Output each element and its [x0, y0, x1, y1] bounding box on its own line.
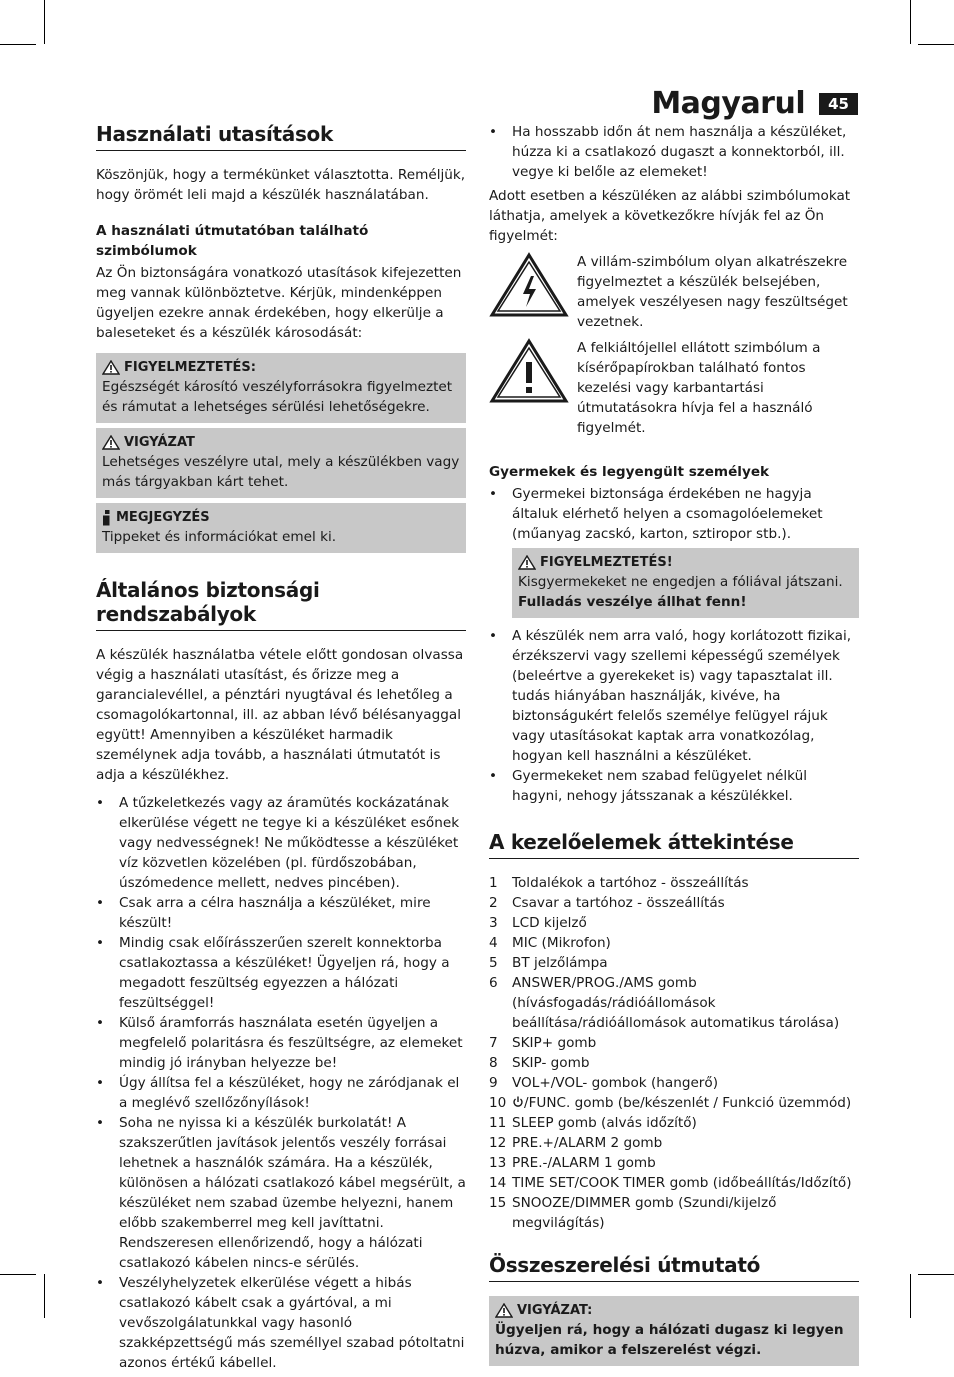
- notice-note: [96, 503, 466, 553]
- list-item: 7 SKIP+ gomb: [489, 1035, 597, 1051]
- list-item: 9 VOL+/VOL- gombok (hangerő): [489, 1075, 719, 1091]
- lightning-symbol-row: [489, 252, 859, 332]
- warning-triangle-icon: [102, 435, 120, 450]
- list-item: • Ha hosszabb időn át nem használja a készüléket, húzza ki a csatlakozó dugaszt a konnektorból, ill. vegye ki belőle az elemeket!: [489, 122, 859, 182]
- page-number: 45: [819, 93, 858, 115]
- warning-triangle-icon: [518, 555, 536, 570]
- symbols-intro: Adott esetben a készüléken az alábbi szimbólumokat láthatja, amelyek a következőkre hívják fel az Ön figyelmét:: [489, 188, 851, 244]
- heading-assembly: Összeszerelési útmutató: [489, 1253, 859, 1282]
- power-icon: [512, 1096, 524, 1108]
- lightning-warning-icon: [489, 252, 569, 318]
- crop-mark: [910, 0, 911, 44]
- crop-mark: [44, 1274, 45, 1318]
- notice-assembly-caution: [489, 1296, 859, 1366]
- heading-symbols: A használati útmutatóban található szimbólumok: [96, 223, 369, 259]
- symbols-text: Az Ön biztonságára vonatkozó utasítások kifejezetten meg vannak különböztetve. Kérjük, mindenképpen ügyeljen ezekre annak érdekében, hogy elkerülje a baleseteket és a készülék károsodását:: [96, 265, 462, 341]
- crop-mark: [918, 44, 954, 45]
- list-item: • Külső áramforrás használata esetén ügyeljen a megfelelő polaritásra és feszültségre, az elemeket mindig jó irányban helyezze be!: [96, 1013, 466, 1073]
- list-item: 15 SNOOZE/DIMMER gomb (Szundi/kijelző megvilágítás): [489, 1195, 777, 1231]
- notice-note-title: MEGJEGYZÉS: [116, 510, 210, 525]
- warning-triangle-icon: [102, 360, 120, 375]
- list-item: 2 Csavar a tartóhoz - összeállítás: [489, 895, 725, 911]
- exclamation-warning-icon: [489, 338, 569, 404]
- heading-safety: Általános biztonsági rendszabályok: [96, 578, 466, 631]
- list-item: • A tűzkeletkezés vagy az áramütés kockázatának elkerülése végett ne tegye ki a készüléket esőnek vagy nedvességnek! Ne működtesse a készüléket víz közvetlen közelében (pl. fürdőszobában, úszómedence mellett, nedves pincében).: [96, 793, 466, 893]
- notice-assembly-body: Ügyeljen rá, hogy a hálózati dugasz ki legyen húzva, amikor a felszerelést végzi.: [495, 1322, 844, 1358]
- list-item: 12 PRE.+/ALARM 2 gomb: [489, 1135, 663, 1151]
- list-item: 6 ANSWER/PROG./AMS gomb (hívásfogadás/rádióállomások beállítása/rádióállomások automatikus tárolása): [489, 975, 840, 1031]
- notice-warning: [96, 353, 466, 423]
- list-item: • Gyermekei biztonsága érdekében ne hagyja általuk elérhető helyen a csomagolóelemeket (műanyag zacskó, karton, sztiropor stb.).: [489, 484, 859, 544]
- crop-mark: [0, 1274, 36, 1275]
- page-header: [651, 86, 858, 121]
- list-item: 11 SLEEP gomb (alvás időzítő): [489, 1115, 697, 1131]
- notice-children-body: Kisgyermekeket ne engedjen a fóliával játszani.: [518, 574, 843, 590]
- crop-mark: [918, 1274, 954, 1275]
- list-item: 10 /FUNC. gomb (be/készenlét / Funkció üzemmód): [489, 1095, 852, 1111]
- exclaim-symbol-row: [489, 338, 859, 438]
- safety-bullet-list: [96, 793, 466, 1373]
- list-item: • Úgy állítsa fel a készüléket, hogy ne záródjanak el a meglévő szellőzőnyílások!: [96, 1073, 466, 1113]
- notice-warning-body: Egészségét károsító veszélyforrásokra figyelmeztet és rámutat a lehetséges sérülési lehetőségekre.: [102, 379, 453, 415]
- warning-triangle-icon: [495, 1303, 513, 1318]
- notice-children-body-bold: Fulladás veszélye állhat fenn!: [518, 594, 747, 610]
- left-column: [96, 122, 466, 1377]
- list-item: • A készülék nem arra való, hogy korlátozott fizikai, érzékszervi vagy szellemi képességű személyek (beleértve a gyerekeket is) vagy tapasztalat ill. tudás hiányában használják, kivéve, ha biztonságukért felelős személye felügyel rájuk vagy utasításokat kaptak arra vonatkozólag, hogyan kell használni a készüléket.: [489, 626, 859, 766]
- crop-mark: [44, 0, 45, 44]
- list-item: • Gyermekeket nem szabad felügyelet nélkül hagyni, nehogy játsszanak a készülékkel.: [489, 766, 859, 806]
- list-item: 13 PRE.-/ALARM 1 gomb: [489, 1155, 656, 1171]
- right-column: [489, 122, 859, 1371]
- notice-children-warning: [512, 548, 859, 618]
- list-item: • Veszélyhelyzetek elkerülése végett a hibás csatlakozó kábelt csak a gyártóval, a mi vevőszolgálatunkkal vagy hasonló szakképzettségű más személlyel szabad pótoltatni azonos értékű kábellel.: [96, 1273, 466, 1373]
- notice-warning-title: FIGYELMEZTETÉS:: [124, 360, 256, 375]
- notice-children-title: FIGYELMEZTETÉS!: [540, 555, 673, 570]
- notice-caution-title: VIGYÁZAT: [124, 435, 195, 450]
- notice-caution: [96, 428, 466, 498]
- list-item: 14 TIME SET/COOK TIMER gomb (időbeállítás/Időzítő): [489, 1175, 852, 1191]
- list-item: 5 BT jelzőlámpa: [489, 955, 608, 971]
- list-item: 1 Toldalékok a tartóhoz - összeállítás: [489, 875, 749, 891]
- heading-children: Gyermekek és legyengült személyek: [489, 464, 770, 480]
- info-icon: [102, 510, 112, 526]
- intro-text: Köszönjük, hogy a termékünket választotta. Reméljük, hogy örömét leli majd a készülék használatában.: [96, 167, 466, 203]
- language-title: Magyarul: [651, 86, 806, 121]
- list-item: • Mindig csak előírásszerűen szerelt konnektorba csatlakoztassa a készüléket! Ügyeljen rá, hogy a megadott feszültség egyezzen a hálózati feszültséggel!: [96, 933, 466, 1013]
- heading-controls: A kezelőelemek áttekintése: [489, 830, 859, 859]
- list-item: 4 MIC (Mikrofon): [489, 935, 611, 951]
- notice-assembly-title: VIGYÁZAT:: [517, 1303, 593, 1318]
- crop-mark: [910, 1274, 911, 1318]
- controls-list: [489, 873, 859, 1233]
- notice-note-body: Tippeket és információkat emel ki.: [102, 529, 337, 545]
- safety-intro: A készülék használatba vétele előtt gondosan olvassa végig a használati utasítást, és őrizze meg a garancialevéllel, a pénztári nyugtával és lehetőleg a csomagolókartonnal, ill. az abban lévő bélésanyaggal együtt! Amennyiben a készüléket harmadik személynek adja tovább, a használati útmutatót is adja a készülékhez.: [96, 647, 464, 783]
- list-item: 3 LCD kijelző: [489, 915, 587, 931]
- list-item: • Csak arra a célra használja a készüléket, mire készült!: [96, 893, 466, 933]
- heading-usage: Használati utasítások: [96, 122, 466, 151]
- list-item: • Soha ne nyissa ki a készülék burkolatát! A szakszerűtlen javítások jelentős veszély forrásai lehetnek a használók számára. Ha a készülék, különösen a hálózati csatlakozó kábel megsérült, a készüléket nem szabad üzembe helyezni, hanem előbb szakemberrel meg kell javíttatni. Rendszeresen ellenőrizendő, hogy a hálózati csatlakozó kábelen nincs-e sérülés.: [96, 1113, 466, 1273]
- lightning-text: A villám-szimbólum olyan alkatrészekre figyelmeztet a készülék belsejében, amelyek veszélyesen nagy feszültséget vezetnek.: [577, 254, 848, 330]
- notice-caution-body: Lehetséges veszélyre utal, mely a készülékben vagy más tárgyakban kárt tehet.: [102, 454, 460, 490]
- exclaim-text: A felkiáltójellel ellátott szimbólum a kísérőpapírokban található fontos kezelési vagy karbantartási útmutatásokra hívja fel a használó figyelmét.: [577, 340, 821, 436]
- crop-mark: [0, 44, 36, 45]
- list-item: 8 SKIP- gomb: [489, 1055, 590, 1071]
